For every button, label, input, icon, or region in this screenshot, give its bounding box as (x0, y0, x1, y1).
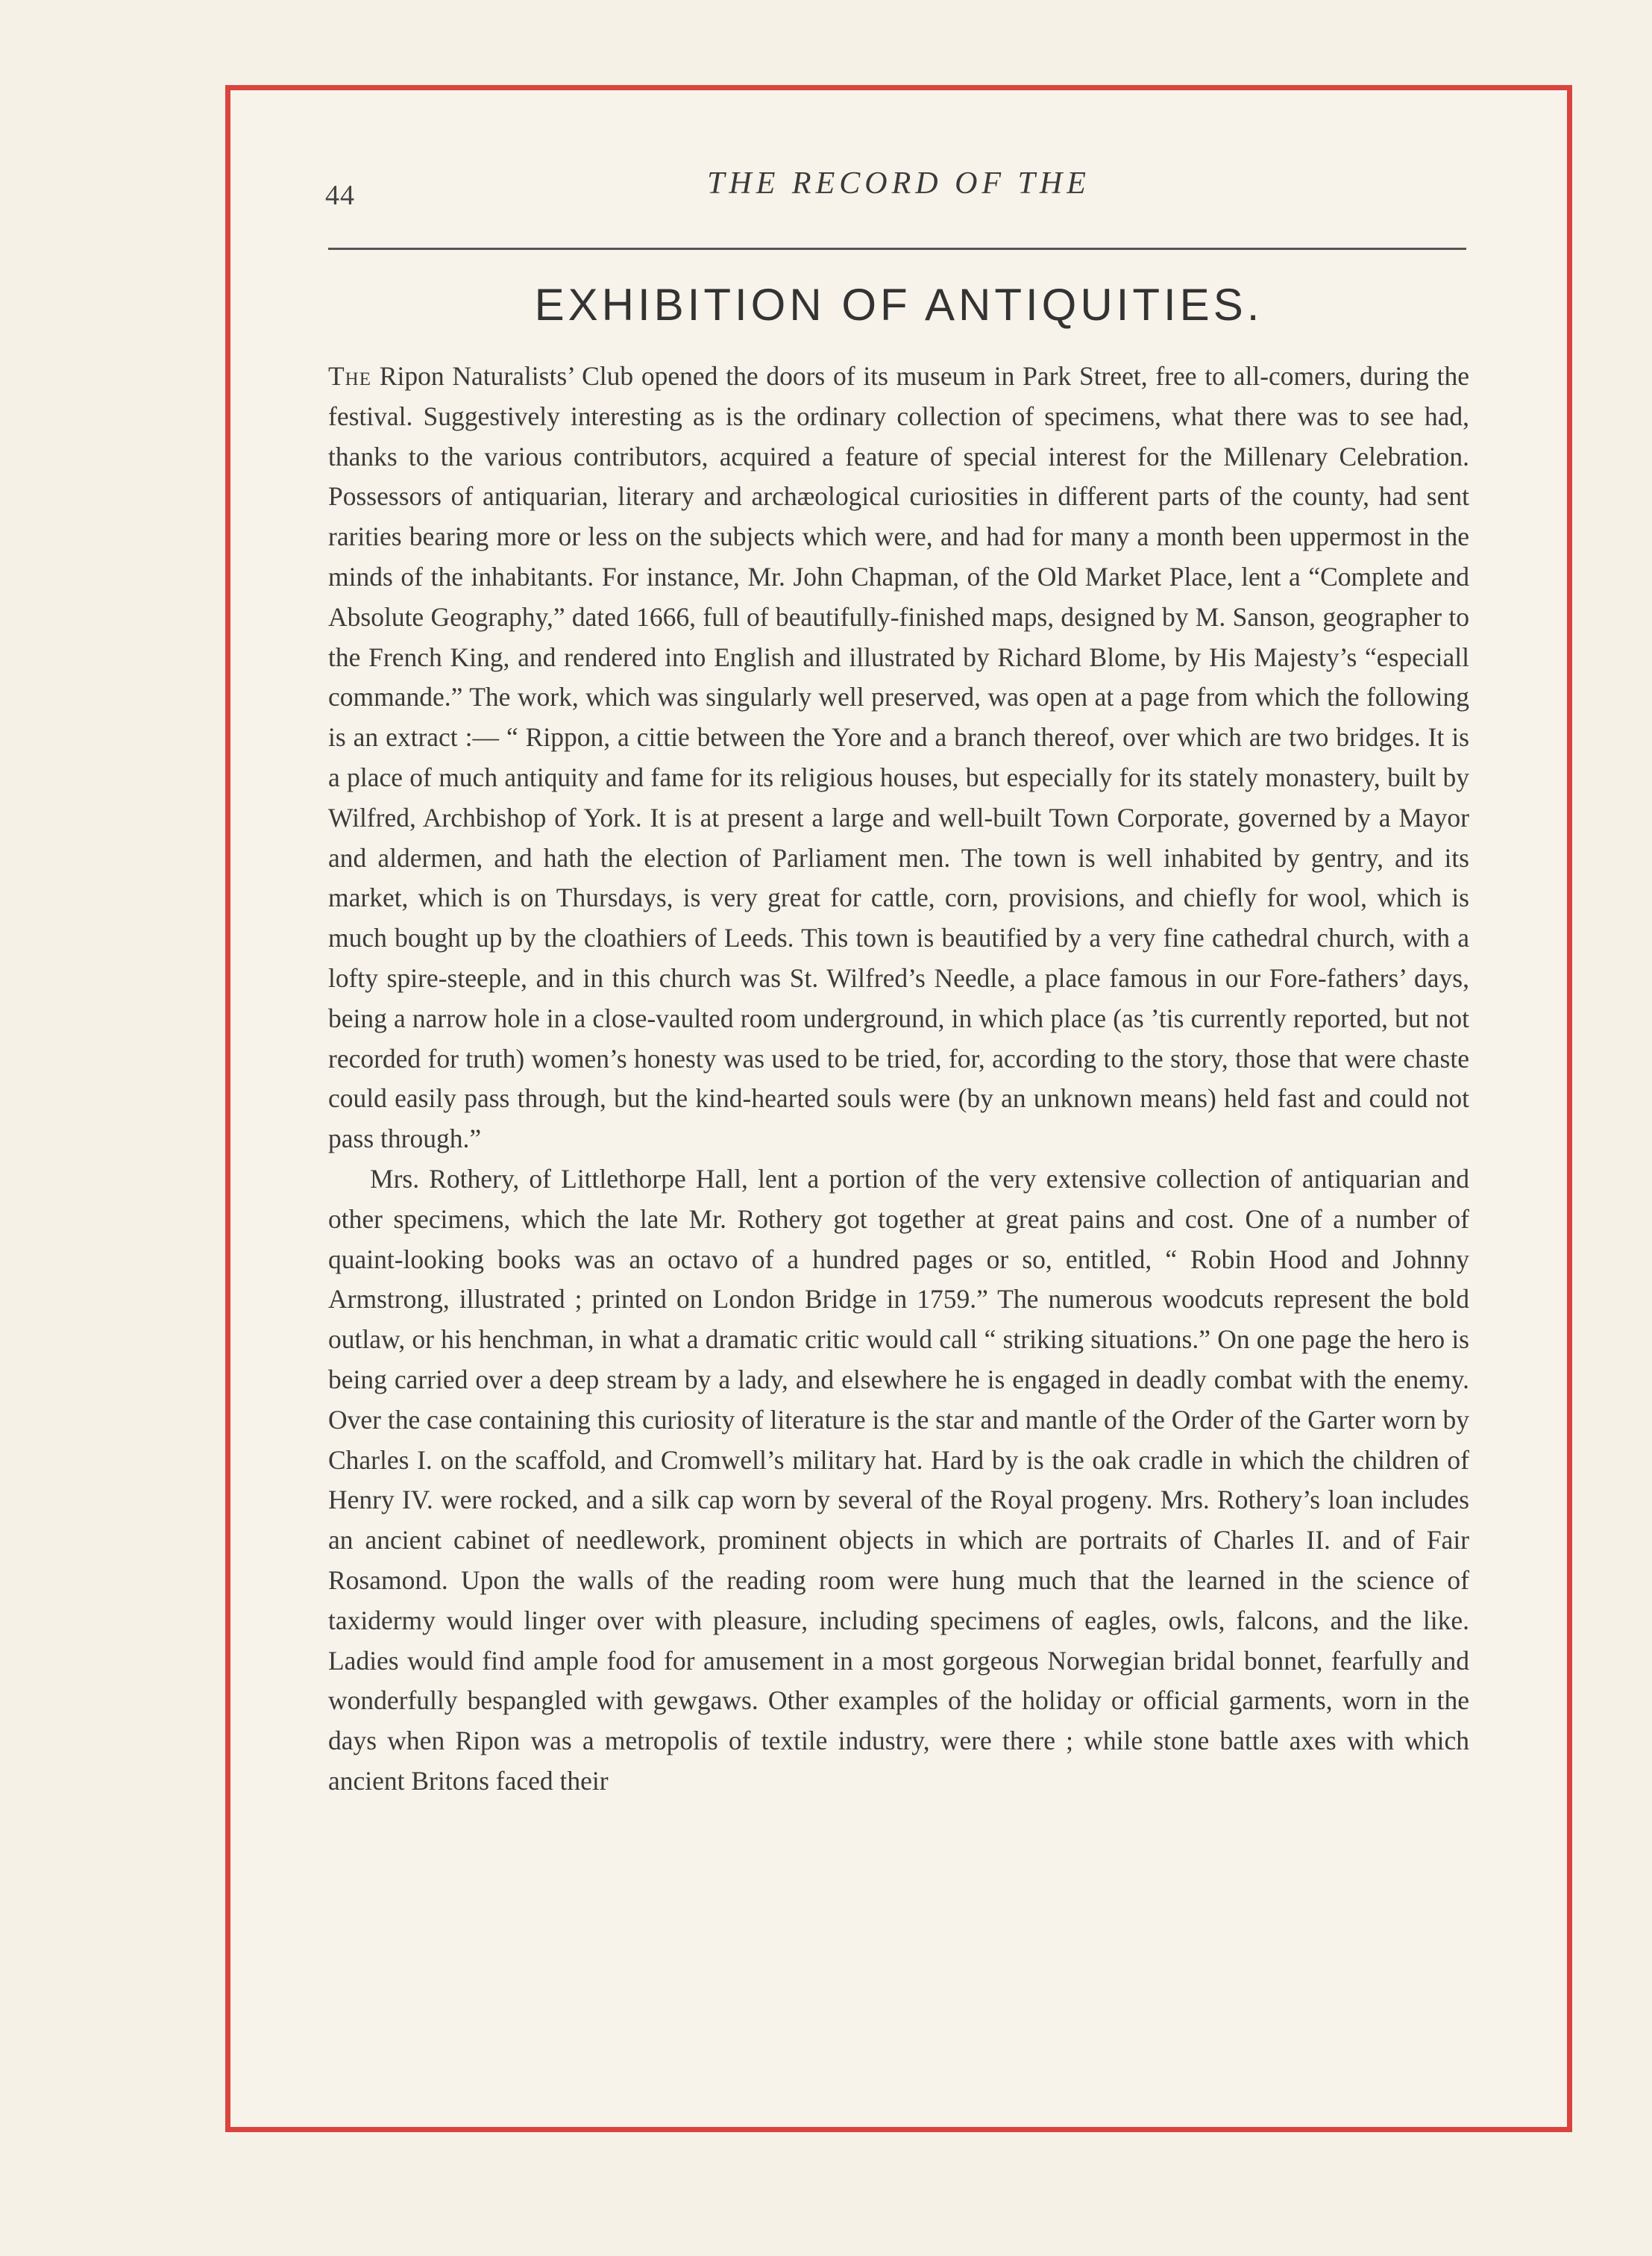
article-title: EXHIBITION OF ANTIQUITIES. (534, 280, 1263, 330)
running-head: THE RECORD OF THE (707, 166, 1090, 201)
paragraph-1-text: Ripon Naturalists’ Club opened the doors of its museum in Park Street, free to all-comers, during the festival. Suggestively interesting as is the ordinary collection of specimens, what there was to see had, thanks to the various contributors, acquired a feature of special interest for the Millenary Celebration. Possessors of antiquarian, literary and archæological curiosities in different parts of the county, had sent rarities bearing more or less on the subjects which were, and had for many a month been uppermost in the minds of the inhabitants. For instance, Mr. John Chapman, of the Old Market Place, lent a “Complete and Absolute Geography,” dated 1666, full of beautifully-finished maps, designed by M. Sanson, geographer to the French King, and rendered into English and illustrated by Richard Blome, by His Majesty’s “especiall commande.” The work, which was singularly well preserved, was open at a page from which the following is an extract :— “ Rippon, a cittie between the Yore and a branch thereof, over which are two bridges. It is a place of much antiquity and fame for its religious houses, but especially for its stately monastery, built by Wilfred, Archbishop of York. It is at present a large and well-built Town Corporate, governed by a Mayor and aldermen, and hath the election of Parliament men. The town is well inhabited by gentry, and its market, which is on Thursdays, is very great for cattle, corn, provisions, and chiefly for wool, which is much bought up by the cloathiers of Leeds. This town is beautified by a very fine cathedral church, with a lofty spire-steeple, and in this church was St. Wilfred’s Needle, a place famous in our Fore-fathers’ days, being a narrow hole in a close-vaulted room underground, in which place (as ’tis currently reported, but not recorded for truth) women’s honesty was used to be tried, for, according to the story, those that were chaste could easily pass through, but the kind-hearted souls were (by an unknown means) held fast and could not pass through.” (328, 361, 1469, 1154)
page-number: 44 (325, 180, 355, 211)
paragraph-1 (328, 357, 1469, 1159)
header-rule (328, 248, 1466, 250)
paragraph-2: Mrs. Rothery, of Littlethorpe Hall, lent a portion of the very extensive collection of antiquarian and other specimens, which the late Mr. Rothery got together at great pains and cost. One of a number of quaint-looking books was an octavo of a hundred pages or so, entitled, “ Robin Hood and Johnny Armstrong, illustrated ; printed on London Bridge in 1759.” The numerous woodcuts represent the bold outlaw, or his henchman, in what a dramatic critic would call “ striking situations.” On one page the hero is being carried over a deep stream by a lady, and elsewhere he is engaged in deadly combat with the enemy. Over the case containing this curiosity of literature is the star and mantle of the Order of the Garter worn by Charles I. on the scaffold, and Cromwell’s military hat. Hard by is the oak cradle in which the children of Henry IV. were rocked, and a silk cap worn by several of the Royal progeny. Mrs. Rothery’s loan includes an ancient cabinet of needlework, prominent objects in which are portraits of Charles II. and of Fair Rosamond. Upon the walls of the reading room were hung much that the learned in the science of taxidermy would linger over with pleasure, including specimens of eagles, owls, falcons, and the like. Ladies would find ample food for amusement in a most gorgeous Norwegian bridal bonnet, fearfully and wonderfully bespangled with gewgaws. Other examples of the holiday or official garments, worn in the days when Ripon was a metropolis of textile industry, were there ; while stone battle axes with which ancient Britons faced their (328, 1163, 1469, 1796)
article-body (328, 357, 1469, 1802)
paragraph-1-lead-word: The (328, 361, 372, 391)
